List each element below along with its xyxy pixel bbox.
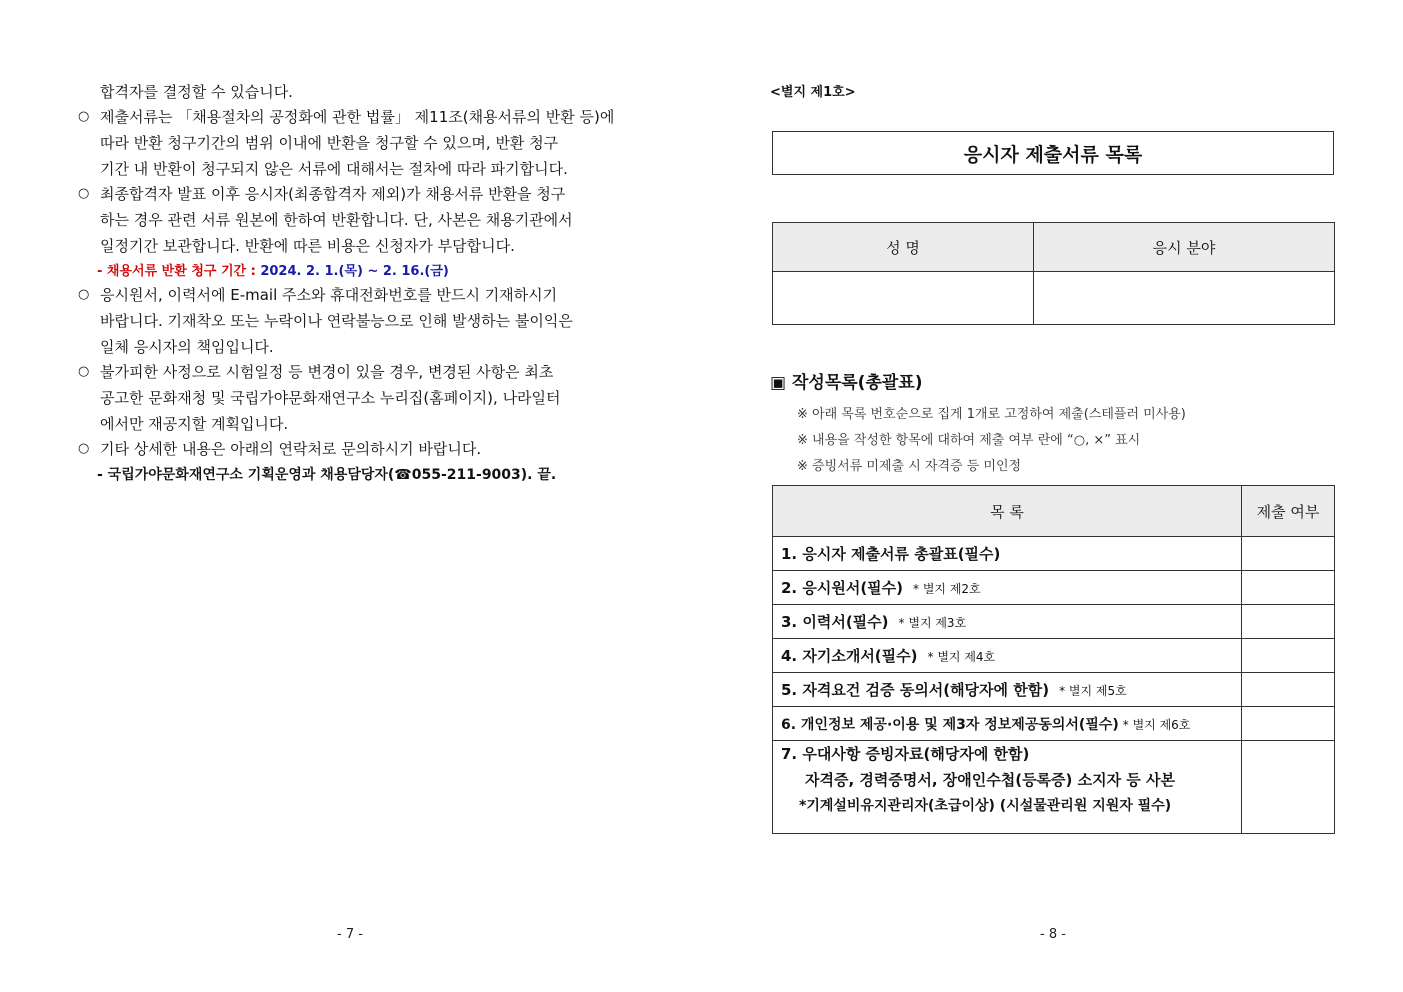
field-cell[interactable] [1034, 272, 1335, 325]
return-period-value: 2024. 2. 1.(목) ~ 2. 16.(금) [260, 264, 449, 279]
table-row [773, 571, 1335, 605]
bullet-icon: ○ [78, 364, 90, 379]
item-annex: * 별지 제5호 [1059, 684, 1127, 698]
submitted-cell[interactable] [1242, 673, 1335, 707]
submitted-header: 제출 여부 [1242, 486, 1335, 537]
item-detail: 자격증, 경력증명서, 장애인수첩(등록증) 소지자 등 사본 [805, 771, 1176, 789]
text-line: 에서만 재공지할 계획입니다. [100, 415, 289, 433]
text-line: 공고한 문화재청 및 국립가야문화재연구소 누리집(홈페이지), 나라일터 [100, 389, 561, 407]
submitted-cell[interactable] [1242, 741, 1335, 834]
text-line: 바랍니다. 기재착오 또는 누락이나 연락불능으로 인해 발생하는 불이익은 [100, 312, 573, 330]
item-cell [773, 571, 1242, 605]
item-text: 7. 우대사항 증빙자료(해당자에 한함) [781, 745, 1030, 763]
text-line: 하는 경우 관련 서류 원본에 한하여 반환합니다. 단, 사본은 채용기관에서 [100, 211, 573, 229]
submitted-cell[interactable] [1242, 639, 1335, 673]
annex-label: <별지 제1호> [770, 85, 856, 100]
item-text: 3. 이력서(필수) [781, 613, 889, 631]
item-text: 2. 응시원서(필수) [781, 579, 904, 597]
table-row [773, 639, 1335, 673]
submitted-cell[interactable] [1242, 537, 1335, 571]
note-line: ※ 내용을 작성한 항목에 대하여 제출 여부 란에 “○, ×” 표시 [797, 433, 1141, 448]
item-cell [773, 537, 1242, 571]
document-list-table [772, 485, 1335, 834]
item-annex: * 별지 제6호 [1122, 717, 1191, 732]
return-period-label: - 채용서류 반환 청구 기간 : [97, 264, 261, 279]
text-line: 일정기간 보관합니다. 반환에 따른 비용은 신청자가 부담합니다. [100, 237, 515, 255]
bullet-icon: ○ [78, 441, 90, 456]
note-line: ※ 증빙서류 미제출 시 자격증 등 미인정 [797, 459, 1022, 474]
item-cell [773, 605, 1242, 639]
bullet-icon: ○ [78, 186, 90, 201]
text-line: 합격자를 결정할 수 있습니다. [100, 83, 293, 101]
form-title: 응시자 제출서류 목록 [772, 131, 1334, 175]
item-annex: * 별지 제4호 [927, 650, 996, 664]
bullet-icon: ○ [78, 109, 90, 124]
item-detail: *기계설비유지관리자(초급이상) (시설물관리원 지원자 필수) [799, 798, 1172, 814]
text-line: 응시원서, 이력서에 E-mail 주소와 휴대전화번호를 반드시 기재하시기 [100, 286, 558, 304]
text-line: 제출서류는 「채용절차의 공정화에 관한 법률」 제11조(채용서류의 반환 등)에 [100, 108, 615, 126]
text-line: 불가피한 사정으로 시험일정 등 변경이 있을 경우, 변경된 사항은 최초 [100, 363, 554, 381]
page-left [0, 0, 700, 992]
return-period [97, 262, 449, 282]
table-row [773, 707, 1335, 741]
item-cell [773, 707, 1242, 741]
bullet-icon: ○ [78, 287, 90, 302]
item-annex: * 별지 제2호 [913, 582, 981, 596]
item-annex: * 별지 제3호 [898, 616, 967, 630]
name-cell[interactable] [773, 272, 1034, 325]
section-title: ▣ 작성목록(총괄표) [770, 373, 923, 393]
item-text: 6. 개인정보 제공·이용 및 제3자 정보제공동의서(필수) [781, 716, 1119, 733]
name-header: 성 명 [773, 223, 1034, 272]
item-cell [773, 673, 1242, 707]
item-text: 4. 자기소개서(필수) [781, 647, 918, 665]
item-cell [773, 639, 1242, 673]
item-text: 1. 응시자 제출서류 총괄표(필수) [781, 545, 1001, 563]
note-line: ※ 아래 목록 번호순으로 집게 1개로 고정하여 제출(스테플러 미사용) [797, 407, 1186, 422]
text-line: 기타 상세한 내용은 아래의 연락처로 문의하시기 바랍니다. [100, 440, 482, 458]
item-cell [773, 741, 1242, 834]
applicant-info-table [772, 222, 1335, 325]
table-row [773, 673, 1335, 707]
submitted-cell[interactable] [1242, 571, 1335, 605]
submitted-cell[interactable] [1242, 605, 1335, 639]
text-line: 따라 반환 청구기간의 범위 이내에 반환을 청구할 수 있으며, 반환 청구 [100, 134, 559, 152]
text-line: 기간 내 반환이 청구되지 않은 서류에 대해서는 절차에 따라 파기합니다. [100, 160, 568, 178]
text-line: 일체 응시자의 책임입니다. [100, 338, 274, 356]
page-number: - 8 - [1040, 927, 1066, 942]
contact-line: - 국립가야문화재연구소 기획운영과 채용담당자(☎055-211-9003). 끝. [97, 467, 557, 483]
text-line: 최종합격자 발표 이후 응시자(최종합격자 제외)가 채용서류 반환을 청구 [100, 185, 566, 203]
page-number: - 7 - [337, 927, 363, 942]
table-row [773, 537, 1335, 571]
submitted-cell[interactable] [1242, 707, 1335, 741]
table-row [773, 605, 1335, 639]
item-text: 5. 자격요건 검증 동의서(해당자에 한함) [781, 681, 1050, 699]
field-header: 응시 분야 [1034, 223, 1335, 272]
list-header: 목 록 [773, 486, 1242, 537]
table-row [773, 741, 1335, 834]
page-right [700, 0, 1403, 992]
